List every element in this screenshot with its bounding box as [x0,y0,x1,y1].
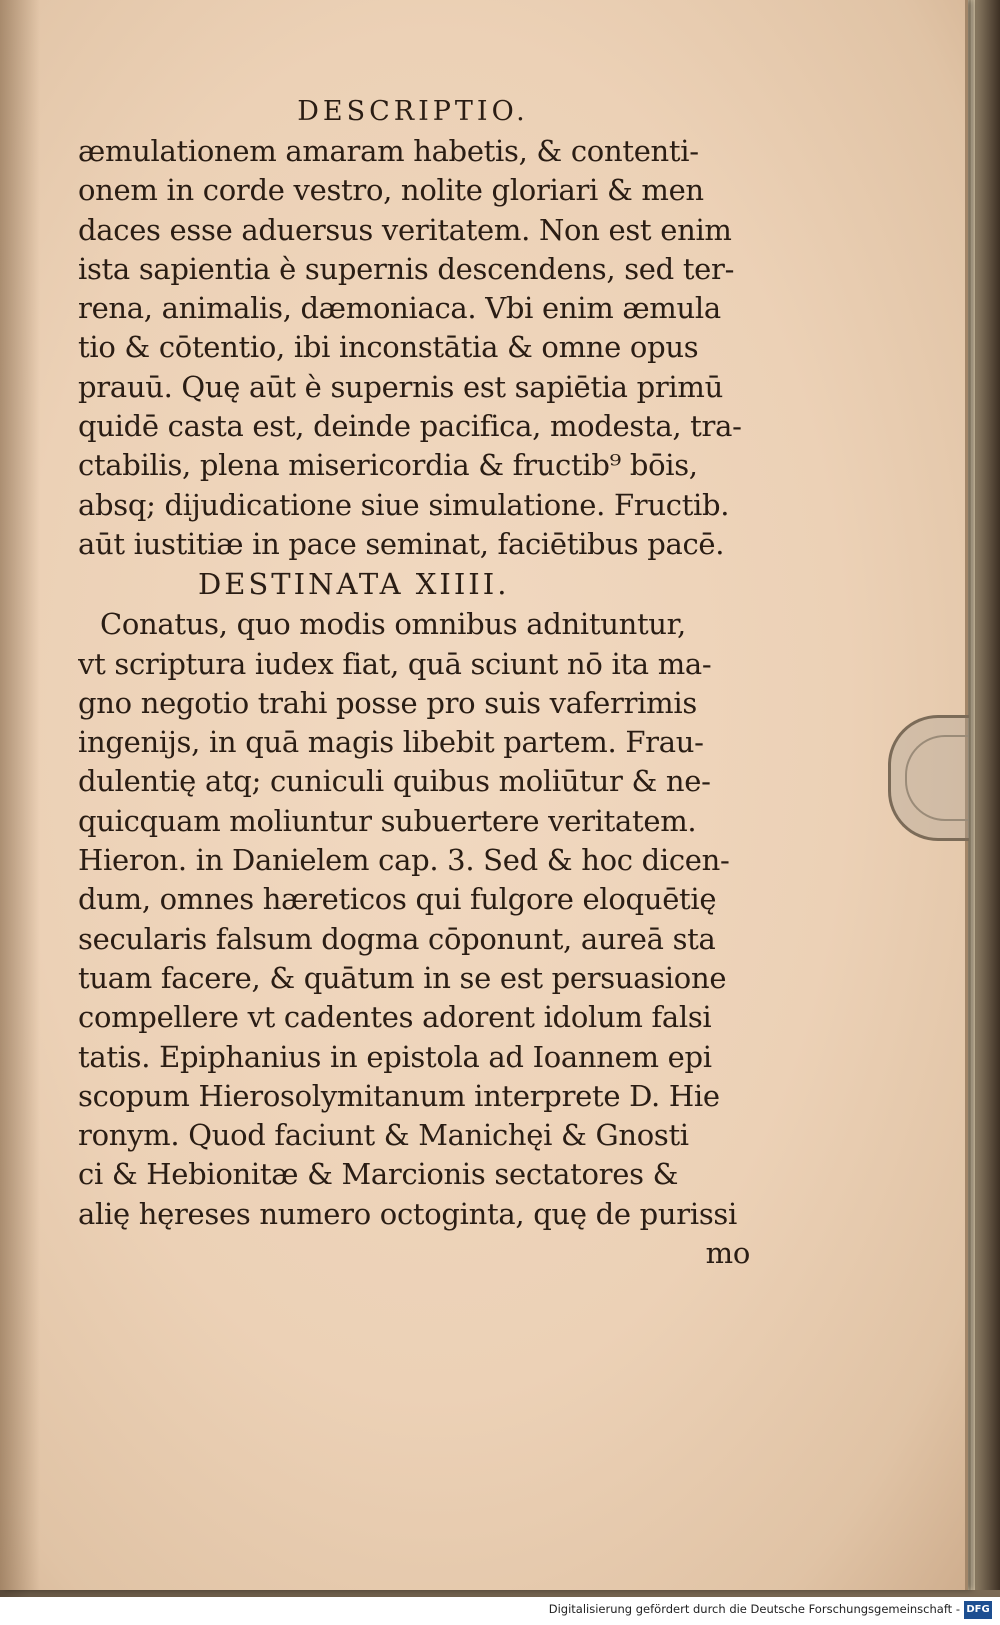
text-line: quicquam moliuntur subuertere veritatem. [78,803,697,838]
text-line: tuam facere, & quātum in se est persuasione [78,960,727,995]
text-line: Conatus, quo modis omnibus adnituntur, [100,607,686,642]
text-line: aūt iustitiæ in pace seminat, faciētibus pacē. [78,526,725,561]
book-edge [975,0,1000,1590]
dfg-logo: DFG [964,1601,992,1619]
text-line: æmulationem amaram habetis, & contenti- [78,134,699,168]
section-heading: DESTINATA XIIII. [198,567,510,602]
text-line: gno negotio trahi posse pro suis vaferrimis [78,685,697,720]
text-line: ista sapientia è supernis descendens, sed ter- [78,251,735,286]
catchword: mo [705,1236,750,1271]
text-line: dulentię atq; cuniculi quibus moliūtur & ne- [78,764,711,799]
spine-shadow [0,0,40,1590]
text-line: tio & cōtentio, ibi inconstātia & omne opus [78,330,699,365]
text-line: secularis falsum dogma cōponunt, aureā sta [78,921,716,956]
text-line: daces esse aduersus veritatem. Non est enim [78,212,732,247]
text-line: alię hęreses numero octoginta, quę de purissi [78,1196,737,1231]
text-line: ctabilis, plena misericordia & fructib⁹ bōis, [78,448,698,483]
text-line: quidē casta est, deinde pacifica, modesta, tra- [78,409,742,444]
text-line: prauū. Quę aūt è supernis est sapiētia primū [78,369,723,404]
text-line: ci & Hebionitæ & Marcionis sectatores & [78,1157,679,1192]
text-line: ronym. Quod faciunt & Manichęi & Gnosti [78,1118,689,1153]
text-line: ingenijs, in quā magis libebit partem. Frau- [78,725,704,760]
text-line: onem in corde vestro, nolite gloriari & men [78,173,704,208]
text-block [78,92,758,1273]
text-line: rena, animalis, dæmoniaca. Vbi enim æmula [78,291,721,326]
text-line: tatis. Epiphanius in epistola ad Ioannem epi [78,1039,712,1074]
footer-bar [0,1597,1000,1625]
footer-attribution: Digitalisierung gefördert durch die Deutsche Forschungsgemeinschaft - [548,1602,960,1616]
text-line: dum, omnes hæreticos qui fulgore eloquētię [78,882,717,917]
running-head: DESCRIPTIO. [297,96,529,127]
text-line: vt scriptura iudex fiat, quā sciunt nō ita ma- [78,646,712,681]
text-line: compellere vt cadentes adorent idolum falsi [78,1000,712,1035]
text-line: scopum Hierosolymitanum interprete D. Hie [78,1078,720,1113]
text-line: absq; dijudicatione siue simulatione. Fructib. [78,487,730,522]
text-line: Hieron. in Danielem cap. 3. Sed & hoc dicen- [78,843,730,878]
